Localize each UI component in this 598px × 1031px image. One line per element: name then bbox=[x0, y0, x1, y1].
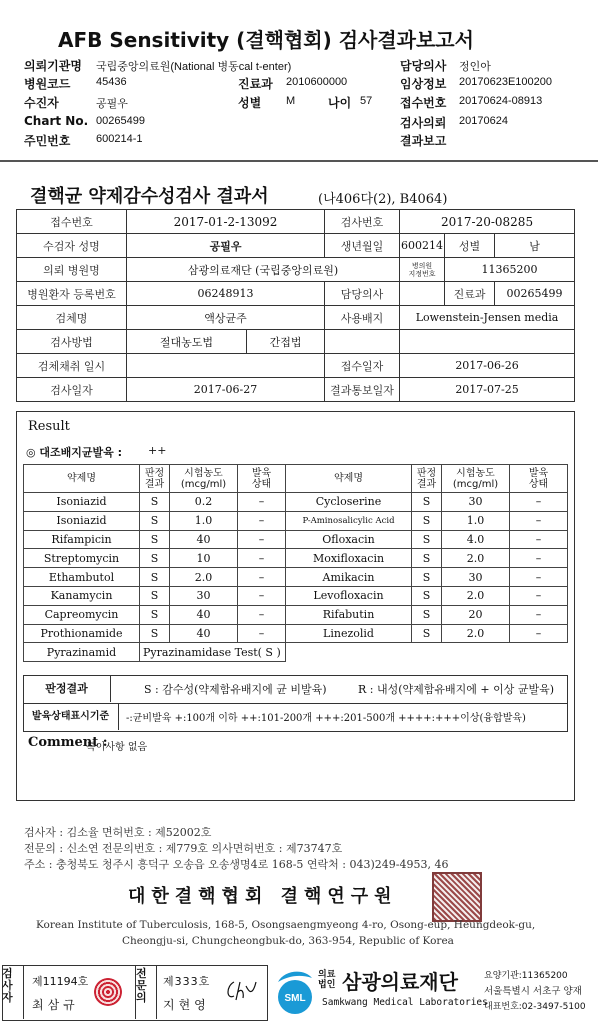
drug-result: S bbox=[412, 493, 442, 512]
pyrazinamidase-test: Pyrazinamidase Test( S ) bbox=[140, 643, 286, 662]
sex-label: 성별 bbox=[445, 234, 495, 258]
drug-name: Ethambutol bbox=[24, 568, 140, 587]
drug-conc: 2.0 bbox=[442, 624, 510, 643]
collect-label: 검체채취 일시 bbox=[17, 354, 127, 378]
test-label: 검사일자 bbox=[17, 378, 127, 402]
comment-text: 특이사항 없음 bbox=[86, 742, 148, 753]
info-row bbox=[17, 354, 575, 378]
drug-result: S bbox=[412, 568, 442, 587]
judge-header bbox=[140, 465, 170, 493]
field-value: 600214-1 bbox=[96, 133, 143, 145]
sml-logo-text: SML bbox=[284, 993, 306, 1004]
drug-sensitivity-table bbox=[23, 464, 568, 662]
drug-growth: – bbox=[238, 568, 286, 587]
designation-label-line: 지정번호 bbox=[408, 269, 436, 278]
doctor bbox=[400, 282, 445, 306]
sex-value: M bbox=[286, 95, 296, 107]
specialist-name: 지현영 bbox=[163, 998, 210, 1012]
info-row bbox=[17, 258, 575, 282]
org-institution-no: 요양기관:11365200 bbox=[484, 971, 568, 981]
drug-conc: 30 bbox=[170, 586, 238, 605]
field-label: 접수번호 bbox=[400, 96, 447, 110]
org-phone: 대표번호:02-3497-5100 bbox=[484, 1002, 586, 1012]
english-address-2: Cheongju-si, Chungcheongbuk-do, 363-954, Republic of Korea bbox=[122, 935, 454, 947]
drug-growth: – bbox=[510, 530, 568, 549]
drug-name: Isoniazid bbox=[24, 511, 140, 530]
drug-conc: 4.0 bbox=[442, 530, 510, 549]
drug-table-header bbox=[24, 465, 568, 493]
drug-growth: – bbox=[510, 586, 568, 605]
drug-growth: – bbox=[238, 493, 286, 512]
drug-name: Capreomycin bbox=[24, 605, 140, 624]
sml-logo-icon bbox=[274, 968, 316, 1016]
org-address: 서울특별시 서초구 양재 bbox=[484, 986, 582, 997]
org-prefix bbox=[318, 970, 335, 990]
field-label: 주민번호 bbox=[24, 134, 71, 148]
field-label: 수진자 bbox=[24, 96, 59, 110]
drug-name: Rifampicin bbox=[24, 530, 140, 549]
empty-cell bbox=[286, 643, 568, 662]
table-row bbox=[24, 568, 568, 587]
exam-no-label: 검사번호 bbox=[325, 210, 400, 234]
empty-cell bbox=[400, 330, 575, 354]
drug-name: Isoniazid bbox=[24, 493, 140, 512]
empty-cell bbox=[325, 330, 400, 354]
table-row bbox=[24, 586, 568, 605]
report-title: 결핵균 약제감수성검사 결과서 bbox=[30, 186, 269, 207]
report-code: (나406다(2), B4064) bbox=[318, 192, 448, 207]
drug-name: Moxifloxacin bbox=[286, 549, 412, 568]
info-row bbox=[17, 378, 575, 402]
patient-info-table bbox=[16, 209, 575, 402]
judge-header-line: 결과 bbox=[144, 478, 165, 490]
field-value: 공필우 bbox=[96, 98, 128, 110]
info-row bbox=[17, 234, 575, 258]
specimen-label: 검체명 bbox=[17, 306, 127, 330]
drug-growth: – bbox=[510, 493, 568, 512]
drug-conc: 1.0 bbox=[170, 511, 238, 530]
drug-result: S bbox=[140, 568, 170, 587]
drug-header: 약제명 bbox=[24, 465, 140, 493]
drug-result: S bbox=[412, 530, 442, 549]
dept-label: 진료과 bbox=[445, 282, 495, 306]
result-title: Result bbox=[28, 419, 70, 434]
field-label: 병원코드 bbox=[24, 77, 71, 91]
drug-conc: 30 bbox=[442, 568, 510, 587]
patient-name: 공필우 bbox=[127, 234, 325, 258]
drug-conc: 0.2 bbox=[170, 493, 238, 512]
test-date: 2017-06-27 bbox=[127, 378, 325, 402]
drug-growth: – bbox=[510, 624, 568, 643]
conc-header-line: (mcg/ml) bbox=[180, 478, 227, 490]
drug-conc: 2.0 bbox=[442, 586, 510, 605]
receipt-no-label: 접수번호 bbox=[17, 210, 127, 234]
accept-label: 접수일자 bbox=[325, 354, 400, 378]
drug-growth: – bbox=[510, 568, 568, 587]
table-row bbox=[24, 624, 568, 643]
control-value: ++ bbox=[148, 444, 167, 457]
field-label: Chart No. bbox=[24, 114, 89, 128]
drug-growth: – bbox=[238, 511, 286, 530]
info-row bbox=[17, 210, 575, 234]
judgement-susceptible: S : 감수성(약제함유배지에 균 비발육) bbox=[144, 683, 327, 696]
drug-conc: 1.0 bbox=[442, 511, 510, 530]
signature-icon bbox=[224, 978, 258, 1004]
accept: 2017-06-26 bbox=[400, 354, 575, 378]
org-prefix-line: 의료 bbox=[318, 970, 336, 980]
org-name: 삼광의료재단 bbox=[342, 970, 458, 994]
info-row bbox=[17, 330, 575, 354]
drug-conc: 10 bbox=[170, 549, 238, 568]
org-prefix-line: 법인 bbox=[318, 980, 336, 990]
drug-conc: 2.0 bbox=[170, 568, 238, 587]
growth-header-line: 상태 bbox=[528, 478, 549, 490]
english-address-1: Korean Institute of Tuberculosis, 168-5, Osongsaengmyeong 4-ro, Osong-eup, Heungdeok-gu, bbox=[36, 919, 536, 931]
field-value: 국립중앙의료원(National 병동cal t-enter) bbox=[96, 61, 292, 73]
designation: 11365200 bbox=[445, 258, 575, 282]
method-label: 검사방법 bbox=[17, 330, 127, 354]
field-label: 담당의사 bbox=[400, 59, 447, 73]
dept-value: 2010600000 bbox=[286, 76, 348, 88]
drug-result: S bbox=[140, 549, 170, 568]
name-label: 수검자 성명 bbox=[17, 234, 127, 258]
judgement-resistant: R : 내성(약제함유배지에 + 이상 균발육) bbox=[358, 683, 555, 696]
drug-name: P-Aminosalicylic Acid bbox=[286, 511, 412, 530]
method-absolute: 절대농도법 bbox=[127, 330, 247, 354]
field-value: 00265499 bbox=[96, 115, 145, 127]
drug-name: Levofloxacin bbox=[286, 586, 412, 605]
drug-growth: – bbox=[238, 549, 286, 568]
field-label: 결과보고 bbox=[400, 134, 447, 148]
drug-result: S bbox=[140, 586, 170, 605]
drug-conc: 40 bbox=[170, 624, 238, 643]
dept-label: 진료과 bbox=[238, 77, 273, 91]
table-row bbox=[24, 605, 568, 624]
drug-result: S bbox=[140, 624, 170, 643]
examiner-seal-icon bbox=[94, 978, 122, 1006]
org-english-name: Samkwang Medical Laboratories bbox=[322, 997, 488, 1008]
table-row bbox=[24, 493, 568, 512]
dob: 600214 bbox=[400, 234, 445, 258]
designation-label-line: 병의원 bbox=[411, 261, 433, 270]
comment-label: Comment : bbox=[28, 735, 108, 750]
field-value: 정인아 bbox=[459, 61, 491, 73]
address-line: 주소 : 충청북도 청주시 흥덕구 오송읍 오송생명4로 168-5 연락처 : 043)249-4953, 46 bbox=[24, 858, 449, 871]
notify-label: 결과통보일자 bbox=[325, 378, 400, 402]
doctor-label: 담당의사 bbox=[325, 282, 400, 306]
drug-result: S bbox=[140, 530, 170, 549]
growth-criteria-text: -:균비발육 +:100개 이하 ++:101-200개 +++:201-500개 ++++:+++이상(융합발육) bbox=[126, 713, 526, 724]
drug-growth: – bbox=[238, 530, 286, 549]
conc-header-line: (mcg/ml) bbox=[452, 478, 499, 490]
control-label: ◎ 대조배지균발육 : bbox=[26, 446, 123, 459]
drug-result: S bbox=[140, 605, 170, 624]
drug-conc: 20 bbox=[442, 605, 510, 624]
conc-header bbox=[170, 465, 238, 493]
field-value: 20170623E100200 bbox=[459, 76, 552, 88]
drug-name: Ofloxacin bbox=[286, 530, 412, 549]
growth-header-line: 발육 bbox=[528, 467, 549, 479]
dept: 00265499 bbox=[495, 282, 575, 306]
drug-name: Streptomycin bbox=[24, 549, 140, 568]
drug-name: Linezolid bbox=[286, 624, 412, 643]
judge-header-line: 판정 bbox=[144, 467, 165, 479]
field-value: 20170624 bbox=[459, 115, 508, 127]
drug-name: Pyrazinamid bbox=[24, 643, 140, 662]
field-value: 45436 bbox=[96, 76, 127, 88]
drug-conc: 40 bbox=[170, 530, 238, 549]
hospital: 삼광의료재단 (국립중앙의료원) bbox=[127, 258, 400, 282]
examiner-license: 제11194호 bbox=[32, 975, 89, 988]
drug-result: S bbox=[412, 511, 442, 530]
field-label: 임상정보 bbox=[400, 77, 447, 91]
growth-header-line: 상태 bbox=[251, 478, 272, 490]
drug-result: S bbox=[412, 549, 442, 568]
report-header-title: AFB Sensitivity (결핵협회) 검사결과보고서 bbox=[58, 28, 474, 52]
age-value: 57 bbox=[360, 95, 373, 107]
notify-date: 2017-07-25 bbox=[400, 378, 575, 402]
drug-name: Cycloserine bbox=[286, 493, 412, 512]
drug-result: S bbox=[412, 624, 442, 643]
sex: 남 bbox=[495, 234, 575, 258]
examiner-line: 검사자 : 김소율 면허번호 : 제52002호 bbox=[24, 826, 212, 839]
collect bbox=[127, 354, 325, 378]
growth-header-line: 발육 bbox=[251, 467, 272, 479]
drug-result: S bbox=[412, 605, 442, 624]
drug-name: Kanamycin bbox=[24, 586, 140, 605]
drug-growth: – bbox=[238, 624, 286, 643]
medium: Lowenstein-Jensen media bbox=[400, 306, 575, 330]
conc-header bbox=[442, 465, 510, 493]
sex-label: 성별 bbox=[238, 96, 262, 110]
examiner-vertical-label: 검사자 bbox=[2, 965, 24, 1019]
patient-no-label: 병원환자 등록번호 bbox=[17, 282, 127, 306]
exam-no: 2017-20-08285 bbox=[400, 210, 575, 234]
drug-growth: – bbox=[238, 586, 286, 605]
official-seal-icon bbox=[432, 872, 482, 922]
growth-header bbox=[238, 465, 286, 493]
receipt-no: 2017-01-2-13092 bbox=[127, 210, 325, 234]
specialist-vertical-label: 전문의 bbox=[135, 965, 157, 1019]
drug-conc: 2.0 bbox=[442, 549, 510, 568]
drug-growth: – bbox=[510, 511, 568, 530]
age-label: 나이 bbox=[328, 96, 352, 110]
examiner-name: 최삼규 bbox=[32, 998, 79, 1012]
specialist-license: 제333호 bbox=[163, 975, 211, 988]
method-indirect: 간접법 bbox=[247, 330, 325, 354]
drug-growth: – bbox=[510, 605, 568, 624]
drug-name: Rifabutin bbox=[286, 605, 412, 624]
field-label: 의뢰기관명 bbox=[24, 59, 82, 73]
table-row bbox=[24, 643, 568, 662]
drug-growth: – bbox=[510, 549, 568, 568]
judge-header-line: 판정 bbox=[416, 467, 437, 479]
designation-label bbox=[400, 258, 445, 282]
hospital-label: 의뢰 병원명 bbox=[17, 258, 127, 282]
drug-result: S bbox=[140, 511, 170, 530]
patient-no: 06248913 bbox=[127, 282, 325, 306]
drug-conc: 40 bbox=[170, 605, 238, 624]
association-name: 대한결핵협회 결핵연구원 bbox=[128, 886, 398, 907]
drug-conc: 30 bbox=[442, 493, 510, 512]
conc-header-line: 시험농도 bbox=[184, 467, 223, 479]
medium-label: 사용배지 bbox=[325, 306, 400, 330]
header-divider bbox=[0, 160, 598, 162]
table-row bbox=[24, 549, 568, 568]
dob-label: 생년월일 bbox=[325, 234, 400, 258]
judge-header bbox=[412, 465, 442, 493]
drug-header: 약제명 bbox=[286, 465, 412, 493]
table-row bbox=[24, 530, 568, 549]
drug-result: S bbox=[412, 586, 442, 605]
drug-growth: – bbox=[238, 605, 286, 624]
drug-name: Amikacin bbox=[286, 568, 412, 587]
judge-header-line: 결과 bbox=[416, 478, 437, 490]
info-row bbox=[17, 306, 575, 330]
drug-result: S bbox=[140, 493, 170, 512]
growth-criteria-label: 발육상태표시기준 bbox=[23, 703, 119, 730]
drug-name: Prothionamide bbox=[24, 624, 140, 643]
judgement-label: 판정결과 bbox=[23, 675, 111, 702]
info-row bbox=[17, 282, 575, 306]
field-value: 20170624-08913 bbox=[459, 95, 543, 107]
field-label: 검사의뢰 bbox=[400, 116, 447, 130]
specialist-line: 전문의 : 신소연 전문의번호 : 제779호 의사면허번호 : 제73747호 bbox=[24, 842, 343, 855]
specimen: 액상균주 bbox=[127, 306, 325, 330]
growth-header bbox=[510, 465, 568, 493]
conc-header-line: 시험농도 bbox=[456, 467, 495, 479]
table-row bbox=[24, 511, 568, 530]
